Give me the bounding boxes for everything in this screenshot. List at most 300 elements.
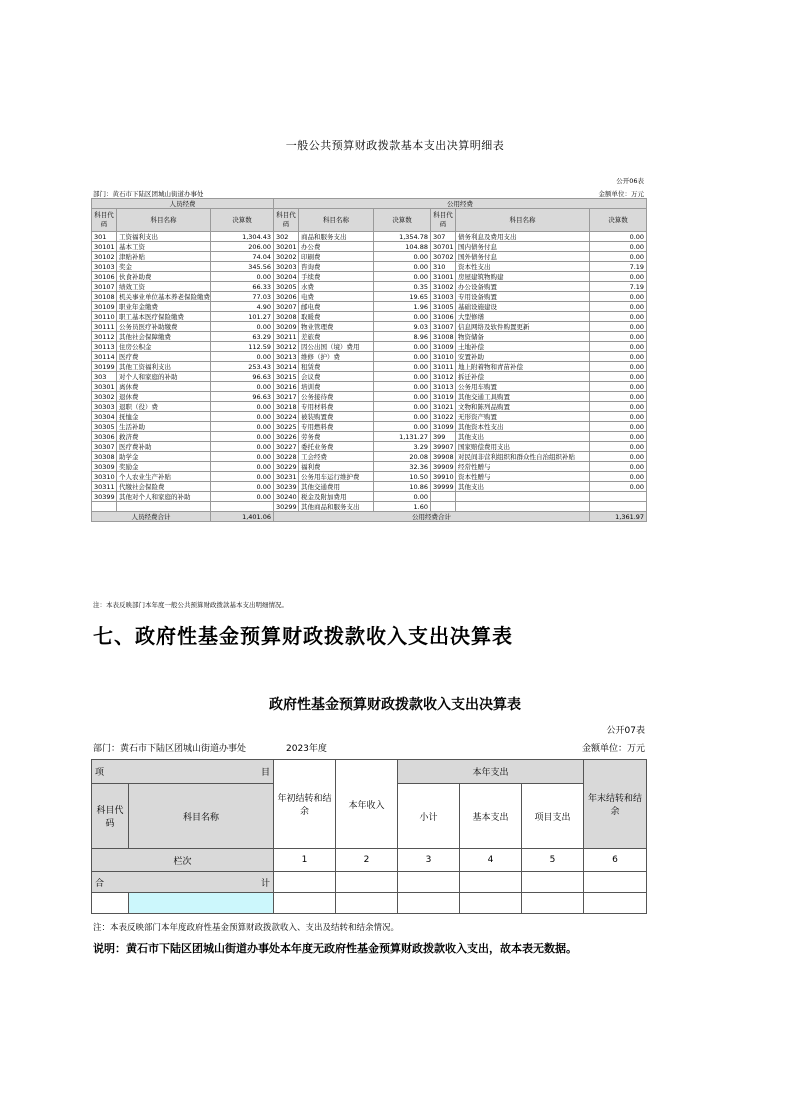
cell-name: 伙食补助费	[117, 272, 211, 282]
cell-amount: 0.00	[374, 342, 431, 352]
col-end-balance: 年末结转和结余	[584, 760, 647, 849]
cell-code: 30209	[274, 322, 299, 332]
cell-code: 31022	[431, 412, 456, 422]
fund-budget-table	[91, 759, 647, 914]
cell-name: 绩效工资	[117, 282, 211, 292]
cell-code: 30208	[274, 312, 299, 322]
cell-amount: 0.00	[590, 362, 647, 372]
cell-code: 30114	[92, 352, 117, 362]
cell-amount: 74.04	[211, 252, 274, 262]
col-amount-header: 决算数	[374, 209, 431, 232]
cell-amount: 66.33	[211, 282, 274, 292]
cell	[274, 893, 336, 914]
cell-amount: 0.00	[211, 322, 274, 332]
cell-code: 39907	[431, 442, 456, 452]
cell	[398, 872, 460, 893]
cell-amount: 0.00	[590, 372, 647, 382]
cell-amount: 1,304.43	[211, 232, 274, 242]
cell-name: 物资储备	[456, 332, 590, 342]
cell-amount: 19.65	[374, 292, 431, 302]
cell-code: 30224	[274, 412, 299, 422]
cell-amount: 0.00	[374, 272, 431, 282]
cell	[584, 893, 647, 914]
table-row	[92, 262, 647, 272]
cell-code: 30213	[274, 352, 299, 362]
cell-code: 30109	[92, 302, 117, 312]
cell-code: 30113	[92, 342, 117, 352]
cell-amount: 0.00	[211, 442, 274, 452]
cell-name: 公务接待费	[299, 392, 374, 402]
cell-code: 31012	[431, 372, 456, 382]
table-row	[92, 482, 647, 492]
table-row	[92, 492, 647, 502]
cell-code: 30101	[92, 242, 117, 252]
cell-code: 399	[431, 432, 456, 442]
cell-code: 30112	[92, 332, 117, 342]
cell-code: 310	[431, 262, 456, 272]
cell-name	[456, 502, 590, 512]
cell-amount: 4.90	[211, 302, 274, 312]
cell-amount: 0.00	[590, 312, 647, 322]
cell-code: 31019	[431, 392, 456, 402]
cell-amount: 20.08	[374, 452, 431, 462]
cell-name: 奖励金	[117, 462, 211, 472]
cell-name: 生活补助	[117, 422, 211, 432]
cell-amount: 0.00	[211, 412, 274, 422]
col-name-header: 科目名称	[299, 209, 374, 232]
cell-amount: 0.00	[211, 472, 274, 482]
cell-amount: 0.00	[374, 362, 431, 372]
cell-name: 其他工资福利支出	[117, 362, 211, 372]
cell-amount: 10.50	[374, 472, 431, 482]
table-row	[92, 342, 647, 352]
cell-amount: 0.00	[590, 292, 647, 302]
table-row	[92, 282, 647, 292]
cell-name: 信息网络及软件购置更新	[456, 322, 590, 332]
cell-amount: 0.00	[590, 382, 647, 392]
cell-name: 住房公积金	[117, 342, 211, 352]
table1-title: 一般公共预算财政拨款基本支出决算明细表	[285, 139, 505, 152]
table-row	[92, 392, 647, 402]
cell-amount: 0.00	[374, 422, 431, 432]
cell-code: 30107	[92, 282, 117, 292]
cell-name: 咨询费	[299, 262, 374, 272]
cell-code: 30399	[92, 492, 117, 502]
cell-name: 专用燃料费	[299, 422, 374, 432]
cell-amount: 0.00	[590, 472, 647, 482]
cell-name: 培训费	[299, 382, 374, 392]
cell-name: 医疗费	[117, 352, 211, 362]
cell-name: 电费	[299, 292, 374, 302]
cell-name: 维修（护）费	[299, 352, 374, 362]
group-public-header: 公用经费	[274, 199, 647, 209]
cell-amount: 0.00	[590, 442, 647, 452]
cell-name: 退休费	[117, 392, 211, 402]
cell-amount: 0.00	[211, 452, 274, 462]
cell-amount	[211, 502, 274, 512]
cell-code: 31008	[431, 332, 456, 342]
cell-code: 30304	[92, 412, 117, 422]
cell-amount: 0.00	[211, 482, 274, 492]
cell-code: 30103	[92, 262, 117, 272]
total-right: 计	[260, 878, 270, 889]
cell-name: 公务用车运行维护费	[299, 472, 374, 482]
cell-code: 30240	[274, 492, 299, 502]
table-row	[92, 402, 647, 412]
table1-note: 注：本表反映部门本年度一般公共预算财政拨款基本支出明细情况。	[93, 601, 288, 609]
table-row	[92, 432, 647, 442]
cell-name: 基础设施建设	[456, 302, 590, 312]
total-row-label	[92, 872, 274, 893]
col-project: 项目支出	[522, 784, 584, 849]
cell-name: 安置补助	[456, 352, 590, 362]
cell-code: 30108	[92, 292, 117, 302]
cell-code: 31011	[431, 362, 456, 372]
basic-expenditure-table	[91, 198, 647, 522]
cell-name: 土地补偿	[456, 342, 590, 352]
cell-name: 代缴社会保险费	[117, 482, 211, 492]
cell-name: 其他支出	[456, 482, 590, 492]
cell	[336, 872, 398, 893]
cell-amount: 0.00	[590, 432, 647, 442]
table-row	[92, 252, 647, 262]
cell-name: 印刷费	[299, 252, 374, 262]
cell-code: 30106	[92, 272, 117, 282]
table-row	[92, 412, 647, 422]
cell-amount: 0.00	[211, 402, 274, 412]
cell-amount: 0.00	[374, 412, 431, 422]
col-income: 本年收入	[336, 760, 398, 849]
cell-code: 30216	[274, 382, 299, 392]
cell-name	[117, 502, 211, 512]
cell-name: 津贴补贴	[117, 252, 211, 262]
col-basic: 基本支出	[460, 784, 522, 849]
cell-code: 39908	[431, 452, 456, 462]
cell-code: 30218	[274, 402, 299, 412]
table2-year: 2023年度	[286, 744, 327, 754]
table-row	[92, 382, 647, 392]
cell-amount: 1.96	[374, 302, 431, 312]
cell-name: 专用材料费	[299, 402, 374, 412]
cell-code: 30310	[92, 472, 117, 482]
cell-amount: 0.00	[374, 382, 431, 392]
cell-code: 31006	[431, 312, 456, 322]
cell-amount: 8.96	[374, 332, 431, 342]
table-row	[92, 452, 647, 462]
cell-name: 福利费	[299, 462, 374, 472]
cell-code: 30111	[92, 322, 117, 332]
cell-name: 救济费	[117, 432, 211, 442]
cell-name: 会议费	[299, 372, 374, 382]
cell-code: 303	[92, 372, 117, 382]
cell-amount: 0.00	[211, 492, 274, 502]
cell-amount: 63.29	[211, 332, 274, 342]
cell-code: 301	[92, 232, 117, 242]
table2-note: 注：本表反映部门本年度政府性基金预算财政拨款收入、支出及结转和结余情况。	[93, 923, 400, 933]
cell-amount: 0.00	[374, 312, 431, 322]
cell-name: 地上附着物和青苗补偿	[456, 362, 590, 372]
cell-amount: 0.00	[590, 402, 647, 412]
cell-code: 30205	[274, 282, 299, 292]
cell-name: 资本性赠与	[456, 472, 590, 482]
cell-amount: 104.88	[374, 242, 431, 252]
cell-name: 国外债务付息	[456, 252, 590, 262]
cell-amount: 0.00	[211, 272, 274, 282]
cell	[522, 893, 584, 914]
cell-code: 30206	[274, 292, 299, 302]
cell-amount: 0.00	[590, 252, 647, 262]
cell	[92, 893, 129, 914]
cell-name: 机关事业单位基本养老保险缴费	[117, 292, 211, 302]
cell-name: 手续费	[299, 272, 374, 282]
cell-name: 国内债务付息	[456, 242, 590, 252]
cell-name: 房屋建筑物购建	[456, 272, 590, 282]
cell-code: 30299	[274, 502, 299, 512]
table-row	[92, 422, 647, 432]
cell-amount: 1,354.78	[374, 232, 431, 242]
table1-body	[92, 232, 647, 512]
cell-name: 经常性赠与	[456, 462, 590, 472]
cell-code: 39999	[431, 482, 456, 492]
col-name-header: 科目名称	[117, 209, 211, 232]
cell-amount: 77.03	[211, 292, 274, 302]
table-row	[92, 272, 647, 282]
cell-code: 30207	[274, 302, 299, 312]
cell-name: 职业年金缴费	[117, 302, 211, 312]
cell-name: 无形资产购置	[456, 412, 590, 422]
cell-code: 30301	[92, 382, 117, 392]
cell-amount: 112.59	[211, 342, 274, 352]
cell-name: 其他支出	[456, 432, 590, 442]
row-index-label: 栏次	[92, 849, 274, 872]
cell-name: 离休费	[117, 382, 211, 392]
table-row	[92, 502, 647, 512]
cell-amount: 0.00	[590, 232, 647, 242]
table2-code: 公开07表	[606, 726, 645, 736]
cell-code: 30203	[274, 262, 299, 272]
cell-amount: 0.00	[374, 262, 431, 272]
cell-amount: 0.00	[211, 432, 274, 442]
group-personnel-header: 人员经费	[92, 199, 274, 209]
cell-amount: 0.00	[590, 272, 647, 282]
cell-name: 公务用车购置	[456, 382, 590, 392]
cell-amount: 0.00	[590, 412, 647, 422]
cell-amount: 32.36	[374, 462, 431, 472]
cell-amount	[590, 502, 647, 512]
cell-amount: 0.00	[590, 462, 647, 472]
col-code-header: 科目代码	[431, 209, 456, 232]
cell-amount: 0.00	[374, 392, 431, 402]
cell-amount: 0.00	[374, 372, 431, 382]
cell-name: 其他社会保障缴费	[117, 332, 211, 342]
cell-amount: 96.63	[211, 392, 274, 402]
table-row	[92, 312, 647, 322]
cell-code: 31013	[431, 382, 456, 392]
cell-name: 退职（役）费	[117, 402, 211, 412]
cell-code: 30228	[274, 452, 299, 462]
cell-name: 对个人和家庭的补助	[117, 372, 211, 382]
table2-title: 政府性基金预算财政拨款收入支出决算表	[269, 697, 521, 713]
cell-name: 劳务费	[299, 432, 374, 442]
cell-amount: 0.00	[590, 392, 647, 402]
cell	[460, 872, 522, 893]
cell-name: 被装购置费	[299, 412, 374, 422]
cell-code: 30311	[92, 482, 117, 492]
cell-code: 30204	[274, 272, 299, 282]
index-cell: 2	[336, 849, 398, 872]
table-row	[92, 302, 647, 312]
cell	[274, 872, 336, 893]
table-row	[92, 462, 647, 472]
table1-unit: 金额单位：万元	[598, 190, 644, 198]
cell-amount: 0.00	[590, 352, 647, 362]
cell-name: 其他资本性支出	[456, 422, 590, 432]
cell-name: 国家赔偿费用支出	[456, 442, 590, 452]
section-heading: 七、政府性基金预算财政拨款收入支出决算表	[93, 624, 513, 648]
item-header-left: 项	[95, 768, 105, 778]
cell-code: 30308	[92, 452, 117, 462]
cell-code: 30225	[274, 422, 299, 432]
cell-amount: 345.56	[211, 262, 274, 272]
cell-code: 30302	[92, 392, 117, 402]
cell-code: 31002	[431, 282, 456, 292]
cell-name: 助学金	[117, 452, 211, 462]
table-row	[92, 352, 647, 362]
cell-amount: 0.00	[590, 332, 647, 342]
cell-code: 30211	[274, 332, 299, 342]
cell-code: 30201	[274, 242, 299, 252]
cell-code: 30199	[92, 362, 117, 372]
cell	[460, 893, 522, 914]
col-code: 科目代码	[92, 784, 129, 849]
cell-amount	[590, 492, 647, 502]
cell-amount: 0.00	[374, 402, 431, 412]
cell-amount: 3.29	[374, 442, 431, 452]
cell-name: 其他交通工具购置	[456, 392, 590, 402]
cell-code: 30227	[274, 442, 299, 452]
table-row	[92, 322, 647, 332]
col-name-header: 科目名称	[456, 209, 590, 232]
cell-amount: 0.00	[590, 242, 647, 252]
cell-code: 30239	[274, 482, 299, 492]
cell-name: 对民间非营利组织和群众性自治组织补贴	[456, 452, 590, 462]
cell-amount: 0.00	[211, 462, 274, 472]
cell-name: 个人农业生产补贴	[117, 472, 211, 482]
cell-amount: 96.63	[211, 372, 274, 382]
cell-name: 大型修缮	[456, 312, 590, 322]
cell-name: 奖金	[117, 262, 211, 272]
table2-dept: 部门：黄石市下陆区团城山街道办事处	[93, 744, 247, 754]
cell-amount: 0.00	[590, 422, 647, 432]
total-left: 合	[95, 878, 105, 889]
cell-code: 30229	[274, 462, 299, 472]
cell-name: 取暖费	[299, 312, 374, 322]
table-row	[92, 442, 647, 452]
cell-name: 医疗费补助	[117, 442, 211, 452]
cell-name: 工会经费	[299, 452, 374, 462]
table-row	[92, 332, 647, 342]
cell-code: 31001	[431, 272, 456, 282]
cell-name: 抚恤金	[117, 412, 211, 422]
cell-code: 31003	[431, 292, 456, 302]
col-code-header: 科目代码	[92, 209, 117, 232]
cell-name: 债务利息及费用支出	[456, 232, 590, 242]
cell-code: 30212	[274, 342, 299, 352]
table-row	[92, 472, 647, 482]
index-cell: 4	[460, 849, 522, 872]
cell-amount: 10.86	[374, 482, 431, 492]
cell	[398, 893, 460, 914]
cell-name: 其他对个人和家庭的补助	[117, 492, 211, 502]
cell-name: 商品和服务支出	[299, 232, 374, 242]
total-personnel-value: 1,401.06	[211, 512, 274, 522]
cell-amount: 0.00	[590, 452, 647, 462]
index-cell: 3	[398, 849, 460, 872]
cell-code	[92, 502, 117, 512]
index-cell: 1	[274, 849, 336, 872]
col-amount-header: 决算数	[590, 209, 647, 232]
cell-code: 30217	[274, 392, 299, 402]
cell-name: 拆迁补偿	[456, 372, 590, 382]
cell	[336, 893, 398, 914]
cell-amount: 101.27	[211, 312, 274, 322]
cell-code: 31099	[431, 422, 456, 432]
cell	[129, 893, 274, 914]
cell-code: 30307	[92, 442, 117, 452]
cell-name: 租赁费	[299, 362, 374, 372]
cell-code: 30306	[92, 432, 117, 442]
cell-code	[431, 492, 456, 502]
cell-name: 办公设备购置	[456, 282, 590, 292]
cell-amount: 0.00	[590, 322, 647, 332]
col-amount-header: 决算数	[211, 209, 274, 232]
cell-code: 39910	[431, 472, 456, 482]
cell	[522, 872, 584, 893]
cell-amount: 0.00	[590, 482, 647, 492]
table2-description: 说明：黄石市下陆区团城山街道办事处本年度无政府性基金预算财政拨款收入支出，故本表无数据。	[93, 942, 577, 955]
table-row	[92, 242, 647, 252]
cell-name: 水费	[299, 282, 374, 292]
cell-amount: 7.19	[590, 282, 647, 292]
cell-code: 31021	[431, 402, 456, 412]
cell-amount: 0.00	[374, 252, 431, 262]
cell-name: 职工基本医疗保险缴费	[117, 312, 211, 322]
cell-amount: 9.03	[374, 322, 431, 332]
cell-code: 30702	[431, 252, 456, 262]
cell-amount: 0.00	[590, 342, 647, 352]
table1-dept: 部门：黄石市下陆区团城山街道办事处	[93, 190, 204, 198]
cell-name: 资本性支出	[456, 262, 590, 272]
cell-code: 30303	[92, 402, 117, 412]
table2-unit: 金额单位：万元	[581, 744, 645, 754]
cell-amount: 0.00	[590, 302, 647, 312]
item-header-right: 目	[260, 768, 270, 778]
cell-code: 30701	[431, 242, 456, 252]
table-row	[92, 232, 647, 242]
cell-amount: 0.00	[211, 352, 274, 362]
table-row	[92, 362, 647, 372]
cell-name: 因公出国（境）费用	[299, 342, 374, 352]
cell-name: 委托业务费	[299, 442, 374, 452]
index-cell: 5	[522, 849, 584, 872]
index-cell: 6	[584, 849, 647, 872]
cell-amount: 1,131.27	[374, 432, 431, 442]
col-expense: 本年支出	[398, 760, 584, 784]
cell-amount: 0.00	[374, 352, 431, 362]
cell-name: 公务员医疗补助缴费	[117, 322, 211, 332]
cell-code: 39909	[431, 462, 456, 472]
cell-amount: 0.00	[211, 382, 274, 392]
